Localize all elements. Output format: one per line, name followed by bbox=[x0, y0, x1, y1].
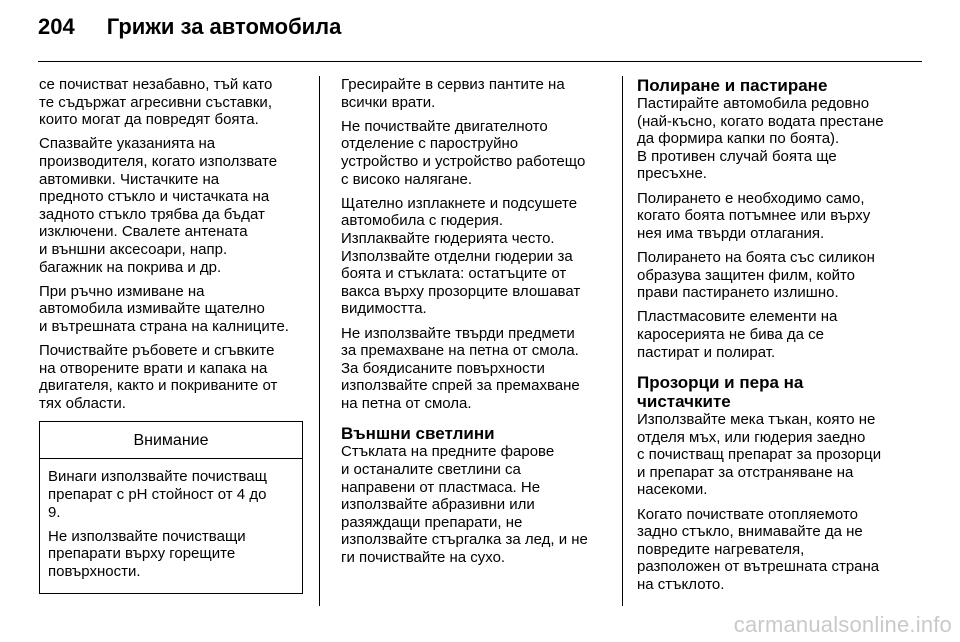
col2-paragraph-3: Щателно изплакнете и подсушете автомобила с гюдерия. Изплаквайте гюдерията често. Използвайте отделни гюдерии за боята и стъклата: остатъците от вакса върху прозорците влошават видимостта. bbox=[341, 194, 581, 318]
warning-paragraph-2: Не използвайте почистващи препарати върху горещите повърхности. bbox=[48, 527, 246, 581]
warning-box bbox=[39, 421, 303, 594]
col3-paragraph-2: Полирането е необходимо само, когато боята потъмнее или върху нея има твърди отлагания. bbox=[637, 189, 871, 242]
col2-paragraph-1: Гресирайте в сервиз пантите на всички врати. bbox=[341, 76, 565, 111]
column-divider-1 bbox=[319, 76, 320, 606]
warning-title: Внимание bbox=[40, 422, 302, 459]
column-divider-2 bbox=[622, 76, 623, 606]
header-divider bbox=[38, 61, 922, 62]
col1-paragraph-3: При ръчно измиване на автомобила измивайте щателно и вътрешната страна на калниците. bbox=[39, 282, 289, 335]
section-heading-polishing: Полиране и пастиране bbox=[637, 76, 828, 95]
watermark: carmanualsonline.info bbox=[733, 612, 952, 637]
col3-paragraph-1: Пастирайте автомобила редовно (най-късно, когато водата престане да формира капки по боята). В противен случай боята ще пресъхне. bbox=[637, 95, 884, 183]
col1-paragraph-1: се почистват незабавно, тъй като те съдържат агресивни съставки, които могат да повредят боята. bbox=[39, 76, 273, 129]
page-header bbox=[38, 14, 341, 50]
page-title: Грижи за автомобила bbox=[106, 14, 342, 39]
column-1 bbox=[39, 76, 303, 594]
column-3 bbox=[637, 76, 922, 600]
col1-paragraph-4: Почиствайте ръбовете и сгъвките на отворените врати и капака на двигателя, както и покриваните от тях области. bbox=[39, 342, 278, 412]
col3-paragraph-3: Полирането на боята със силикон образува защитен филм, който прави пастирането излишно. bbox=[637, 248, 875, 302]
col2-paragraph-4: Не използвайте твърди предмети за премахване на петна от смола. За боядисаните повърхности използвайте спрей за премахване на петна от смола. bbox=[341, 324, 580, 412]
page-number: 204 bbox=[38, 14, 75, 39]
col3-paragraph-4: Пластмасовите елементи на каросерията не бива да се пастират и полират. bbox=[637, 308, 838, 361]
col2-paragraph-2: Не почиствайте двигателното отделение с пароструйно устройство и устройство работещо с високо налягане. bbox=[341, 117, 586, 188]
section-heading-exterior-lights: Външни светлини bbox=[341, 424, 495, 444]
warning-body bbox=[40, 459, 302, 593]
col3-section2-paragraph-2: Когато почиствате отопляемото задно стъкло, внимавайте да не повредите нагревателя, разположен от вътрешната страна на стъклото. bbox=[637, 505, 880, 594]
col3-section2-paragraph-1: Използвайте мека тъкан, която не отделя мъх, или гюдерия заедно с почистващ препарат за прозорци и препарат за отстраняване на насекоми. bbox=[637, 411, 882, 499]
col1-paragraph-2: Спазвайте указанията на производителя, когато използвате автомивки. Чистачките на предното стъкло и чистачката на задното стъкло трябва да бъдат изключени. Свалете антената и външни аксесоари, напр. багажник на покрива и др. bbox=[39, 135, 278, 276]
col2-section-paragraph-1: Стъклата на предните фарове и останалите светлини са направени от пластмаса. Не използвайте абразивни или разяждащи препарати, не използвайте стъргалка за лед, и не ги почиствайте на сухо. bbox=[341, 443, 588, 567]
warning-paragraph-1: Винаги използвайте почистващ препарат с pH стойност от 4 до 9. bbox=[48, 468, 267, 521]
section-heading-windows-wipers: Прозорци и пера на чистачките bbox=[637, 373, 804, 412]
column-2 bbox=[341, 76, 607, 573]
